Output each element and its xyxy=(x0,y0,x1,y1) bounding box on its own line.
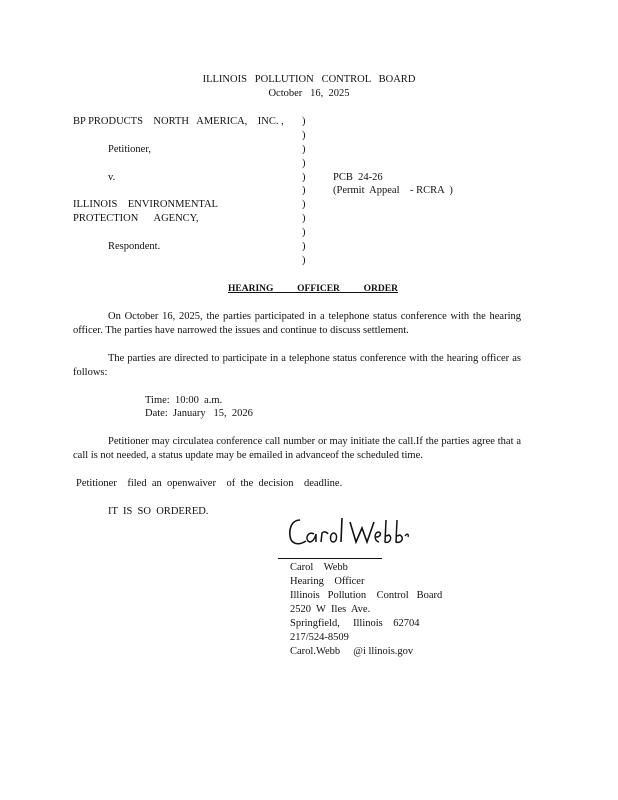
caption-paren: ) xyxy=(302,241,306,253)
paragraph-waiver: Petitioner filed an openwaiver of the decision deadline. xyxy=(76,478,343,489)
caption-paren: ) xyxy=(302,254,306,266)
respondent-name-line2: PROTECTION AGENCY, xyxy=(73,213,199,224)
respondent-role: Respondent. xyxy=(108,241,161,252)
caption-paren: ) xyxy=(302,116,306,127)
closing-ordered: IT IS SO ORDERED. xyxy=(108,506,209,517)
document-date: October 16, 2025 xyxy=(268,88,350,99)
signer-phone: 217/524-8509 xyxy=(290,632,349,643)
case-number: PCB 24-26 xyxy=(333,172,383,183)
paragraph-directive: The parties are directed to participate in a telephone status conference with the hearing officer as follows: xyxy=(73,353,521,378)
caption-paren: ) xyxy=(302,213,306,225)
conference-date: Date: January 15, 2026 xyxy=(145,408,253,419)
order-title: HEARING OFFICER ORDER xyxy=(228,284,398,294)
signer-organization: Illinois Pollution Control Board xyxy=(290,590,443,601)
signer-name: Carol Webb xyxy=(290,562,348,573)
caption-paren: ) xyxy=(302,157,306,169)
signature-line xyxy=(278,558,382,559)
caption-paren-column xyxy=(302,115,314,268)
caption-paren: ) xyxy=(302,185,306,197)
caption-paren: ) xyxy=(302,129,306,141)
signer-title: Hearing Officer xyxy=(290,576,365,587)
case-type: (Permit Appeal - RCRA ) xyxy=(333,185,453,196)
signer-email[interactable]: Carol.Webb @i llinois.gov xyxy=(290,646,414,657)
signer-address-city: Springfield, Illinois 62704 xyxy=(290,618,420,629)
versus-label: v. xyxy=(108,172,116,183)
petitioner-role: Petitioner, xyxy=(108,144,152,155)
caption-paren: ) xyxy=(302,227,306,239)
paragraph-call-instructions: Petitioner may circulatea conference call number or may initiate the call.If the parties agree that a call is not needed, a status update may be emailed in advanceof the scheduled time. xyxy=(73,436,521,461)
respondent-name-line1: ILLINOIS ENVIRONMENTAL xyxy=(73,199,218,210)
paragraph-status-conference: On October 16, 2025, the parties participated in a telephone status conference with the hearing officer. The parties have narrowed the issues and continue to discuss settlement. xyxy=(73,311,521,336)
caption-paren: ) xyxy=(302,143,306,155)
signer-address-street: 2520 W Iles Ave. xyxy=(290,604,371,615)
board-heading: ILLINOIS POLLUTION CONTROL BOARD xyxy=(202,74,416,85)
caption-paren: ) xyxy=(302,199,306,211)
petitioner-name: BP PRODUCTS NORTH AMERICA, INC. , xyxy=(73,116,284,127)
caption-paren: ) xyxy=(302,171,306,183)
conference-time: Time: 10:00 a.m. xyxy=(145,395,223,406)
handwritten-signature xyxy=(286,514,416,554)
